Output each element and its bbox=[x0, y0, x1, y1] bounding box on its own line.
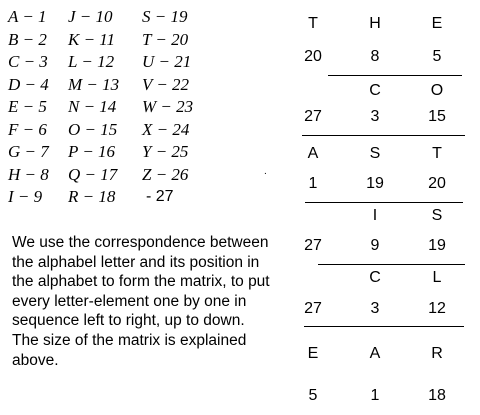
matrix-letter: I bbox=[372, 207, 378, 224]
alphabet-entry: W − 23 bbox=[142, 97, 194, 116]
matrix-letter: S bbox=[369, 145, 381, 162]
matrix-letter: H bbox=[369, 15, 381, 32]
matrix-number: 3 bbox=[370, 300, 380, 317]
matrix-letter: T bbox=[308, 15, 318, 32]
alphabet-entry: U − 21 bbox=[142, 52, 192, 71]
matrix-number: 5 bbox=[432, 48, 442, 65]
matrix-number: 15 bbox=[428, 108, 446, 125]
matrix-number: 19 bbox=[428, 237, 446, 254]
matrix-number: 19 bbox=[366, 175, 384, 192]
alphabet-entry: G − 7 bbox=[8, 142, 49, 161]
explanation-text: We use the correspondence between the alphabel letter and its position in the alphabet to form the matrix, to put every letter-element one by one in sequence left to right, up to down. The size of the matrix is explained above. bbox=[12, 234, 270, 369]
alphabet-entry: L − 12 bbox=[68, 52, 115, 71]
alphabet-entry: B − 2 bbox=[8, 29, 47, 49]
matrix-number: 3 bbox=[370, 108, 380, 125]
matrix-number: 27 bbox=[304, 237, 322, 254]
alphabet-entry: C − 3 bbox=[8, 52, 48, 71]
alphabet-entry: N − 14 bbox=[68, 97, 117, 116]
matrix-letter: S bbox=[431, 207, 443, 224]
alphabet-entry: S − 19 bbox=[142, 7, 188, 26]
matrix-number: 27 bbox=[304, 108, 322, 125]
row-divider bbox=[304, 326, 464, 327]
alphabet-entry: D − 4 bbox=[8, 74, 49, 94]
matrix-number: 8 bbox=[370, 48, 380, 65]
alphabet-entry: J − 10 bbox=[68, 7, 113, 26]
alphabet-entry: - 27 bbox=[146, 188, 174, 205]
matrix-letter: E bbox=[431, 15, 443, 32]
matrix-letter: O bbox=[430, 82, 444, 99]
alphabet-entry: H − 8 bbox=[8, 164, 49, 184]
matrix-letter: C bbox=[369, 82, 381, 99]
alphabet-entry: A − 1 bbox=[8, 7, 47, 26]
matrix-number: 20 bbox=[428, 175, 446, 192]
alphabet-entry: X − 24 bbox=[142, 119, 190, 139]
matrix-letter: R bbox=[431, 345, 443, 362]
alphabet-entry: Y − 25 bbox=[142, 142, 189, 161]
alphabet-table bbox=[8, 6, 222, 209]
alphabet-entry: I − 9 bbox=[8, 187, 43, 206]
matrix-number: 1 bbox=[308, 175, 318, 192]
alphabet-entry: M − 13 bbox=[68, 74, 120, 94]
alphabet-entry: R − 18 bbox=[68, 187, 116, 206]
row-divider bbox=[328, 75, 462, 76]
alphabet-entry: K − 11 bbox=[68, 29, 116, 49]
row-divider bbox=[318, 264, 465, 265]
matrix-letter: L bbox=[432, 269, 442, 286]
alphabet-entry: E − 5 bbox=[8, 97, 47, 116]
alphabet-entry: Q − 17 bbox=[68, 164, 118, 184]
matrix-letter: C bbox=[369, 269, 381, 286]
letter-number-matrix bbox=[290, 0, 480, 415]
matrix-number: 12 bbox=[428, 300, 446, 317]
stray-mark: . bbox=[264, 166, 267, 177]
alphabet-entry: F − 6 bbox=[8, 119, 47, 139]
matrix-letter: A bbox=[369, 345, 381, 362]
alphabet-entry: T − 20 bbox=[142, 29, 189, 49]
matrix-number: 9 bbox=[370, 237, 380, 254]
row-divider bbox=[302, 135, 465, 136]
matrix-letter: A bbox=[307, 145, 319, 162]
matrix-letter: E bbox=[307, 345, 319, 362]
matrix-number: 1 bbox=[370, 387, 380, 404]
alphabet-entry: Z − 26 bbox=[142, 164, 189, 184]
matrix-letter: T bbox=[432, 145, 442, 162]
matrix-number: 5 bbox=[308, 387, 318, 404]
matrix-number: 18 bbox=[428, 387, 446, 404]
row-divider bbox=[305, 202, 463, 203]
matrix-number: 27 bbox=[304, 300, 322, 317]
alphabet-entry: P − 16 bbox=[68, 142, 116, 161]
alphabet-entry: O − 15 bbox=[68, 119, 118, 139]
matrix-number: 20 bbox=[304, 48, 322, 65]
alphabet-entry: V − 22 bbox=[142, 74, 190, 94]
